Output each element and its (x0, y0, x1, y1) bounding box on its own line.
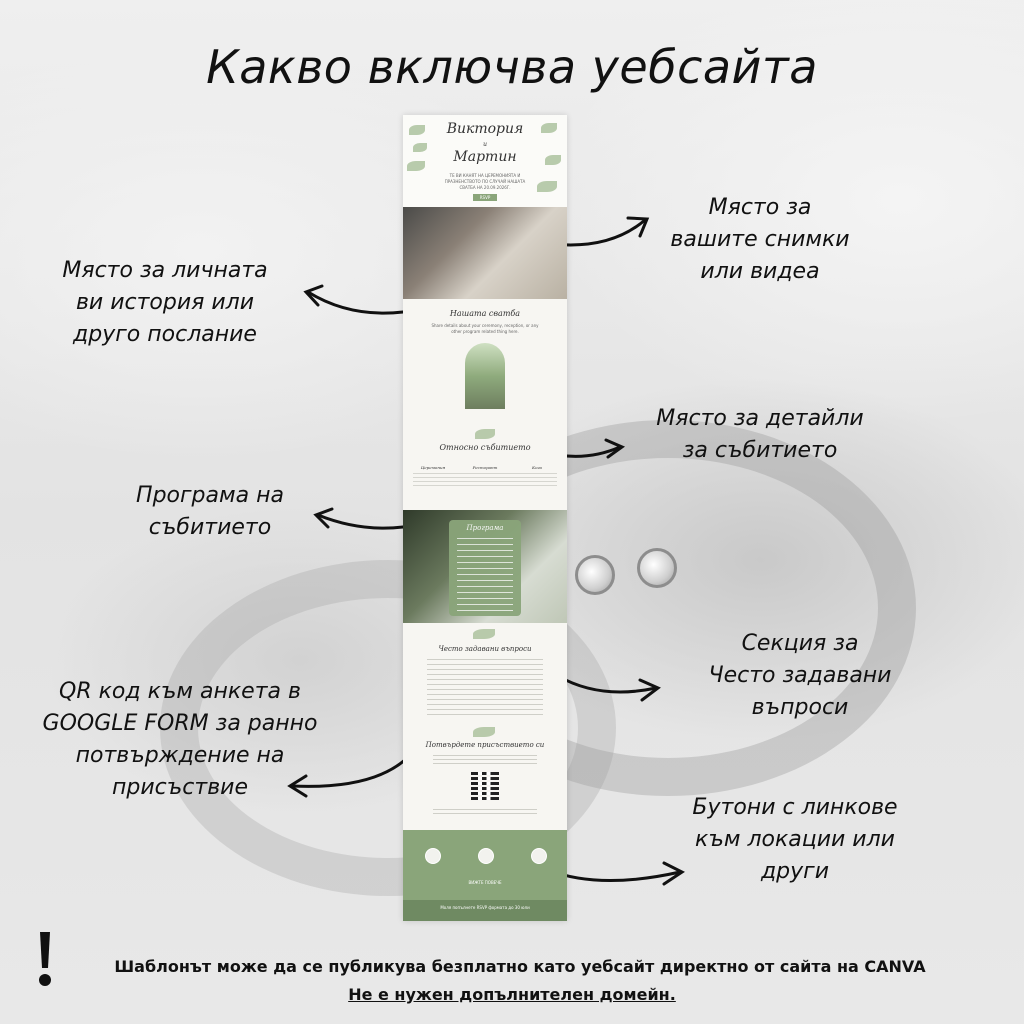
preview-arch-photo (465, 343, 505, 409)
location-button-icon[interactable] (425, 848, 441, 864)
leaf-icon (541, 123, 557, 133)
notice-line-1: Шаблонът може да се публикува безплатно като уебсайт директно от сайта на CANVA (114, 957, 926, 976)
notice-line-2: Не е нужен допълнителен домейн. (348, 985, 676, 1004)
label-story: Място за личната ви история или друго послание (62, 258, 268, 347)
preview-name-1: Виктория (446, 121, 524, 137)
preview-name-2: Мартин (453, 149, 517, 165)
preview-rsvp (403, 725, 567, 830)
preview-footer-button[interactable]: ВИЖТЕ ПОВЕЧЕ (468, 880, 502, 885)
label-program: Програма на събитието (136, 483, 284, 540)
leaf-icon (473, 629, 495, 639)
label-faq: Секция за Често задавани въпроси (708, 631, 892, 720)
leaf-icon (545, 155, 561, 165)
preview-story-text: Share details about your ceremony, reception, or any other program related thing here. (431, 323, 539, 334)
label-details: Място за детайли за събитието (656, 406, 864, 463)
leaf-icon (537, 181, 557, 192)
preview-footer-note: Моля попълнете RSVP формата до 30 юли (440, 905, 530, 910)
preview-header (403, 115, 567, 207)
preview-rsvp-lines (433, 755, 537, 767)
preview-intro: ТЕ ВИ КАНЯТ НА ЦЕРЕМОНИЯТА И ПРАЗНЕНСТВОТО ПО СЛУЧАЙ НАШАТА СВАТБА НА 20.09.2026Г. (444, 173, 526, 190)
page-title: Какво включва уебсайта (206, 40, 818, 94)
preview-details (403, 427, 567, 509)
leaf-icon (407, 161, 425, 171)
preview-details-col: Кога (532, 465, 542, 470)
leaf-icon (475, 429, 495, 439)
preview-program (403, 510, 567, 623)
preview-program-lines (457, 538, 513, 612)
preview-program-title: Програма (466, 524, 504, 532)
preview-story (403, 299, 567, 439)
preview-footer (403, 830, 567, 921)
label-qr: QR код към анкета в GOOGLE FORM за ранно потвърждение на присъствие (42, 679, 318, 800)
preview-details-lines (413, 473, 557, 489)
preview-rsvp-title: Потвърдете присъствието си (425, 741, 545, 749)
preview-and: и (483, 141, 487, 148)
location-button-icon[interactable] (478, 848, 494, 864)
preview-rsvp-button[interactable]: RSVP (473, 194, 497, 201)
location-button-icon[interactable] (531, 848, 547, 864)
preview-rsvp-lines (433, 809, 537, 817)
leaf-icon (409, 125, 425, 135)
preview-details-col: Ресторант (472, 465, 498, 470)
preview-details-title: Относно събитието (439, 443, 531, 452)
label-buttons: Бутони с линкове към локации или други (692, 795, 898, 884)
preview-program-card (449, 520, 521, 616)
preview-faq (403, 625, 567, 735)
website-preview (403, 115, 567, 921)
preview-details-col: Церемония (420, 465, 446, 470)
preview-story-title: Нашата сватба (449, 309, 521, 318)
leaf-icon (413, 143, 427, 152)
qr-code-icon[interactable] (471, 772, 499, 800)
preview-faq-lines (427, 659, 543, 719)
preview-faq-title: Често задавани въпроси (438, 645, 532, 653)
leaf-icon (473, 727, 495, 737)
label-photos: Място за вашите снимки или видеа (670, 195, 850, 284)
preview-couple-photo (403, 207, 567, 299)
preview-footer-bar (403, 900, 567, 921)
